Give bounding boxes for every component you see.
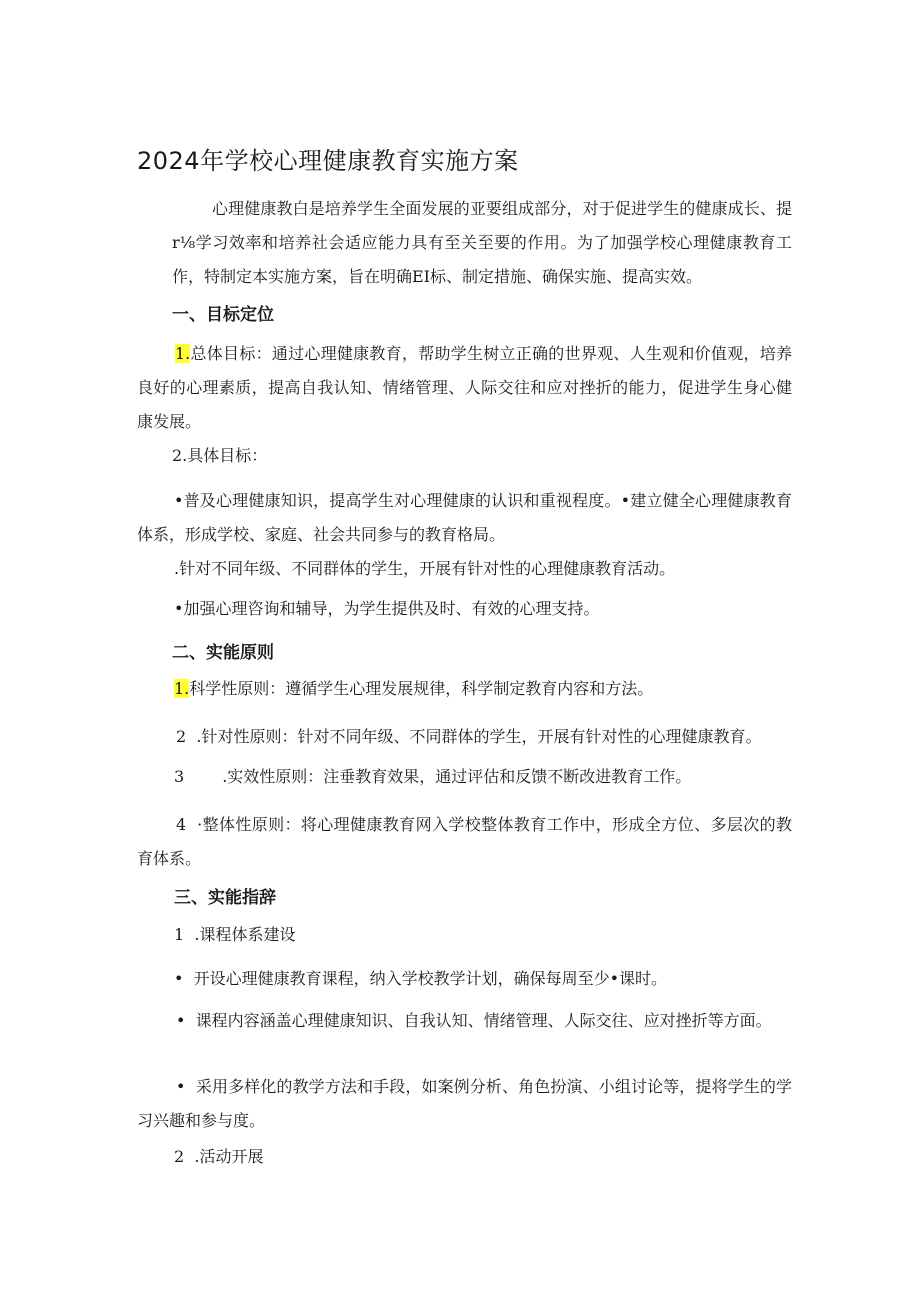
principle3-text: .实效性原则：注垂教育效果，通过评估和反馈不断改进教育工作。 [222, 767, 692, 786]
section1-bullet2: .针对不同年级、不同群体的学生，开展有针对性的心理健康教育活动。 [174, 559, 676, 578]
document-title: 2024年学校心理健康教育实施方案 [137, 147, 519, 175]
principle1-number: 1. [174, 679, 190, 698]
section3-sub1: 1 .课程体系建设 [174, 925, 296, 944]
section3-bullet1: • 开设心理健康教育课程，纳入学校教学计划，确保每周至少•课时。 [174, 969, 668, 988]
section1-bullet1: •普及心理健康知识，提高学生对心理健康的认识和重视程度。•建立健全心理健康教育体系，形成学校、家庭、社会共同参与的教育格局。 [137, 491, 792, 544]
intro-paragraph: 心理健康教白是培养学生全面发展的亚要组成部分，对于促进学生的健康成长、提r⅛学习效率和培养社会适应能力具有至关至要的作用。为了加强学校心理健康教育工作，特制定本实施方案，旨在明确EI标、制定措施、确保实施、提高实效。 [172, 199, 792, 286]
section2-principle3 [174, 765, 691, 789]
section3-heading: 三、实能指辞 [174, 888, 276, 908]
principle1-text: 科学性原则：遵循学生心理发展规律，科学制定教育内容和方法。 [189, 679, 654, 698]
section2-heading: 二、实能原则 [172, 643, 274, 663]
section3-bullet2: • 课程内容涵盖心理健康知识、自我认知、情绪管理、人际交往、应对挫折等方面。 [176, 1011, 772, 1030]
principle3-number: 3 [174, 767, 185, 786]
section1-item1 [137, 337, 792, 439]
section2-principle2: 2 .针对性原则：针对不同年级、不同群体的学生，开展有针对性的心理健康教育。 [176, 727, 762, 746]
item1-number: 1. [175, 344, 191, 363]
section1-bullet3: •加强心理咨询和辅导，为学生提供及时、有效的心理支持。 [174, 599, 600, 618]
section2-principle1 [174, 677, 653, 701]
section3-bullet3: • 采用多样化的教学方法和手段，如案例分析、角色扮演、小组讨论等，提将学生的学习兴趣和参与度。 [137, 1077, 792, 1130]
section3-sub2: 2 .活动开展 [174, 1147, 264, 1166]
section1-item2: 2.具体目标： [172, 446, 268, 465]
section1-heading: 一、目标定位 [172, 305, 274, 325]
section2-principle4: 4 ·整体性原则：将心理健康教育网入学校整体教育工作中，形成全方位、多层次的教育体系。 [137, 815, 792, 868]
item1-text: 总体目标：通过心理健康教育，帮助学生树立正确的世界观、人生观和价值观，培养良好的心理素质，提高自我认知、情绪管理、人际交往和应对挫折的能力，促进学生身心健康发展。 [137, 344, 792, 431]
